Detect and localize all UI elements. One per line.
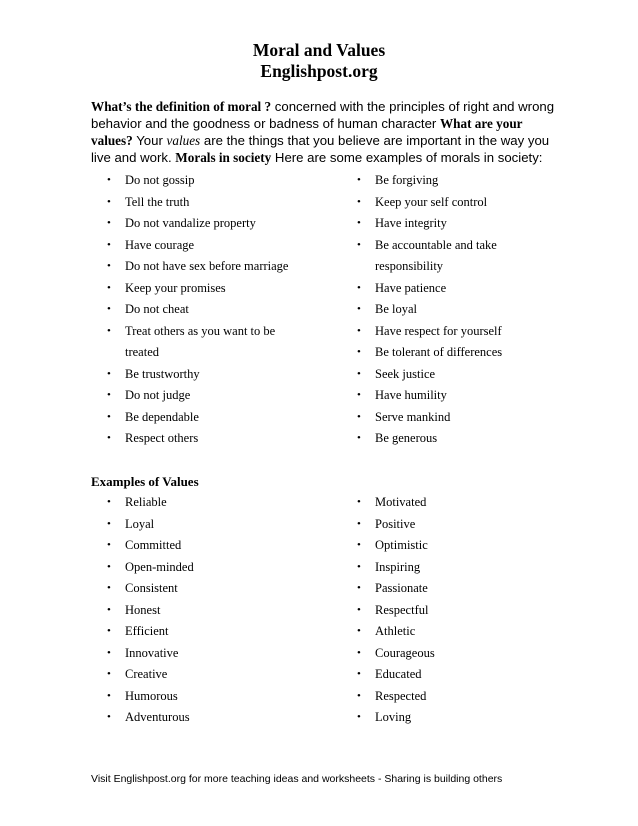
list-item: • Do not vandalize property [107, 213, 327, 235]
bullet-icon: • [107, 303, 111, 315]
bullet-icon: • [357, 496, 361, 508]
list-item: • Creative [107, 664, 327, 686]
bullet-icon: • [357, 217, 361, 229]
bullet-icon: • [107, 539, 111, 551]
bullet-icon: • [357, 346, 361, 358]
list-item: • Be generous [357, 428, 557, 450]
list-item: • Be trustworthy [107, 364, 327, 386]
list-item: • Athletic [357, 621, 557, 643]
bullet-icon: • [107, 625, 111, 637]
intro-morals-heading: Morals in society [175, 150, 272, 165]
list-item: • Humorous [107, 686, 327, 708]
bullet-icon: • [107, 689, 111, 702]
page-footer: Visit Englishpost.org for more teaching ideas and worksheets - Sharing is building others [91, 773, 503, 785]
values-heading: Examples of Values [91, 474, 199, 489]
intro-question-moral: What’s the definition of moral ? [91, 99, 272, 114]
bullet-icon: • [107, 560, 111, 573]
list-item: • Tell the truth [107, 192, 327, 214]
bullet-icon: • [357, 711, 361, 723]
list-item: • Efficient [107, 621, 327, 643]
bullet-icon: • [357, 582, 361, 594]
list-item: • Be dependable [107, 407, 327, 429]
bullet-icon: • [107, 195, 111, 208]
bullet-icon: • [107, 410, 111, 423]
list-item: • Respectful [357, 600, 557, 622]
list-item: • Committed [107, 535, 327, 557]
intro-text: Here are some examples of morals in society: [271, 150, 543, 165]
bullet-icon: • [107, 668, 111, 680]
bullet-icon: • [357, 517, 361, 530]
list-item: • Be accountable and take [357, 235, 557, 257]
list-item: • Open-minded [107, 557, 327, 579]
bullet-icon: • [357, 603, 361, 616]
bullet-icon: • [107, 432, 111, 444]
list-item: • Be loyal [357, 299, 557, 321]
list-item: • Courageous [357, 643, 557, 665]
list-item: • Have patience [357, 278, 557, 300]
list-item: • Keep your self control [357, 192, 557, 214]
bullet-icon: • [107, 260, 111, 272]
bullet-icon: • [107, 238, 111, 251]
bullet-icon: • [357, 174, 361, 186]
list-item: • Have integrity [357, 213, 557, 235]
intro-paragraph [91, 98, 561, 166]
bullet-icon: • [107, 324, 111, 337]
bullet-icon: • [107, 582, 111, 594]
list-item: • Motivated [357, 492, 557, 514]
bullet-icon: • [107, 496, 111, 508]
bullet-icon: • [357, 389, 361, 401]
page-title: Moral and Values [252, 40, 386, 60]
intro-emphasis: values [166, 133, 201, 148]
list-item: • Serve mankind [357, 407, 557, 429]
bullet-icon: • [357, 432, 361, 444]
bullet-icon: • [357, 539, 361, 551]
bullet-icon: • [357, 367, 361, 380]
bullet-icon: • [357, 689, 361, 702]
list-item: • Innovative [107, 643, 327, 665]
list-item: • Reliable [107, 492, 327, 514]
values-list-left [107, 492, 327, 729]
list-item: • Do not gossip [107, 170, 327, 192]
list-item: • Honest [107, 600, 327, 622]
bullet-icon: • [107, 389, 111, 401]
morals-list-left [107, 170, 327, 450]
bullet-icon: • [107, 367, 111, 380]
list-item-continuation: responsibility [375, 259, 444, 273]
bullet-icon: • [107, 217, 111, 229]
bullet-icon: • [357, 303, 361, 315]
list-item: • Do not cheat [107, 299, 327, 321]
bullet-icon: • [357, 668, 361, 680]
bullet-icon: • [107, 603, 111, 616]
list-item-continuation: treated [125, 345, 160, 359]
bullet-icon: • [357, 625, 361, 637]
morals-list-right [357, 170, 557, 450]
list-item: • Inspiring [357, 557, 557, 579]
list-item: • Respected [357, 686, 557, 708]
list-item: • Have humility [357, 385, 557, 407]
bullet-icon: • [357, 281, 361, 294]
list-item: • Keep your promises [107, 278, 327, 300]
list-item: • Optimistic [357, 535, 557, 557]
list-item: • Be tolerant of differences [357, 342, 557, 364]
list-item: • Have courage [107, 235, 327, 257]
bullet-icon: • [357, 410, 361, 423]
intro-text: concerned with the principles of right and wrong behavior and the goodness or badness of human character [91, 99, 555, 131]
bullet-icon: • [357, 560, 361, 573]
list-item: • Do not judge [107, 385, 327, 407]
list-item: • Loving [357, 707, 557, 729]
bullet-icon: • [357, 238, 361, 251]
bullet-icon: • [357, 324, 361, 337]
page-subtitle: Englishpost.org [260, 61, 378, 81]
bullet-icon: • [107, 646, 111, 659]
bullet-icon: • [107, 281, 111, 294]
list-item: • Treat others as you want to be [107, 321, 327, 343]
list-item: • Respect others [107, 428, 327, 450]
intro-text: are the things that you believe are important in the way you live and work. [91, 133, 550, 165]
list-item: • Seek justice [357, 364, 557, 386]
list-item: • Consistent [107, 578, 327, 600]
list-item: • Educated [357, 664, 557, 686]
list-item: • Adventurous [107, 707, 327, 729]
bullet-icon: • [357, 195, 361, 208]
values-list-right [357, 492, 557, 729]
bullet-icon: • [107, 517, 111, 530]
list-item: • Be forgiving [357, 170, 557, 192]
intro-question-values: What are your values? [91, 116, 523, 148]
list-item: • Loyal [107, 514, 327, 536]
bullet-icon: • [107, 711, 111, 723]
intro-text: Your [132, 133, 167, 148]
bullet-icon: • [357, 646, 361, 659]
list-item: • Positive [357, 514, 557, 536]
bullet-icon: • [107, 174, 111, 186]
list-item: • Have respect for yourself [357, 321, 557, 343]
list-item: • Passionate [357, 578, 557, 600]
list-item: • Do not have sex before marriage [107, 256, 327, 278]
